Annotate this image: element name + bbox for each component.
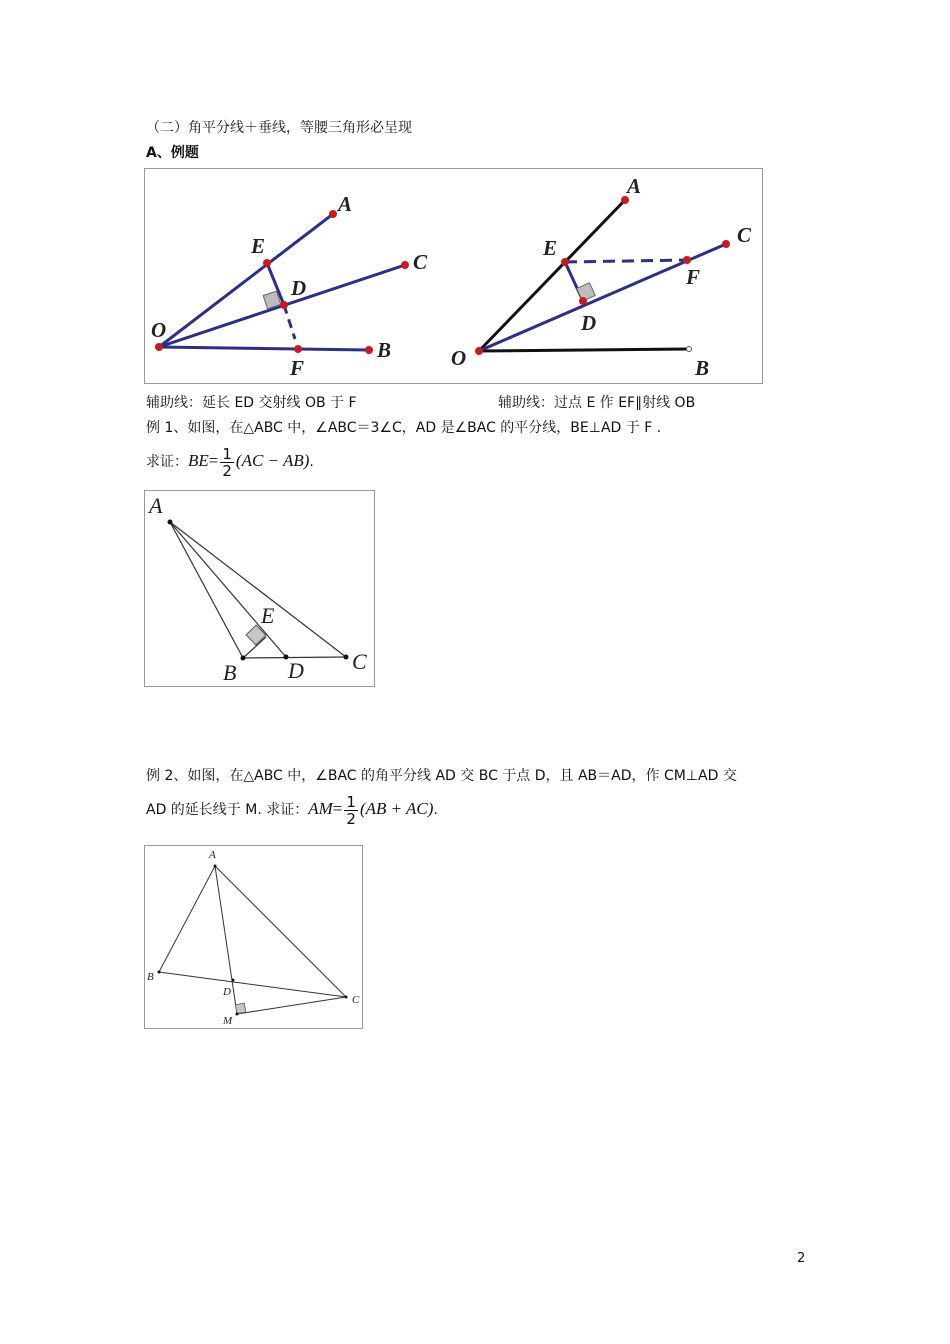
formula2-fraction [344, 794, 358, 827]
point-D-right [579, 297, 587, 305]
figure2-svg [145, 491, 374, 686]
label-E-right: E [543, 236, 558, 260]
point-B-right [687, 347, 692, 352]
section-heading: （二）角平分线＋垂线，等腰三角形必呈现 [146, 120, 412, 136]
side-AC [215, 866, 346, 997]
perpendicular-CM [237, 997, 346, 1014]
point-E-right [561, 258, 569, 266]
label-O-left: O [151, 318, 167, 342]
dashed-DF-left [284, 305, 295, 339]
label-A: A [149, 493, 163, 518]
point-A [214, 865, 217, 868]
label-C-right: C [737, 223, 752, 247]
ray-OA-left [159, 214, 333, 347]
figure-example1-triangle [144, 490, 375, 687]
label-B: B [147, 971, 154, 983]
label-C-left: C [413, 250, 428, 274]
side-AB [170, 522, 243, 658]
label-B: B [223, 660, 237, 685]
label-D-right: D [581, 311, 597, 335]
point-M [236, 1013, 239, 1016]
sub-heading: A、例题 [146, 145, 199, 161]
formula2-rhs: (AB + AC) [359, 799, 434, 818]
formula-period: . [309, 454, 314, 470]
prove-label: 求证： [146, 454, 188, 470]
formula-lhs: BE [188, 451, 209, 470]
ray-OB-right [479, 349, 689, 351]
label-D: D [288, 658, 304, 683]
example2-statement-line2 [146, 790, 438, 830]
formula-fraction [220, 446, 234, 479]
bisector-AD [170, 522, 286, 657]
point-F-right [683, 256, 691, 264]
example2-statement-line1: 例 2、如图，在△ABC 中，∠BAC 的角平分线 AD 交 BC 于点 D，且 AB＝AD，作 CM⊥AD 交 [146, 768, 737, 784]
figure-angle-bisector-perpendicular [144, 168, 763, 384]
label-B-right: B [695, 356, 710, 380]
dashed-EF-right [565, 260, 687, 262]
label-A: A [209, 849, 216, 861]
example1-statement: 例 1、如图，在△ABC 中，∠ABC＝3∠C，AD 是∠BAC 的平分线，BE⊥AD 于 F . [146, 420, 662, 436]
label-F-left: F [290, 356, 305, 380]
point-D-left [280, 301, 288, 309]
formula2-period: . [433, 802, 438, 818]
label-E-left: E [251, 234, 266, 258]
aux-line-right: 辅助线：过点 E 作 EF∥射线 OB [498, 395, 696, 411]
right-angle-mark-M [235, 1003, 245, 1013]
point-C-right [722, 240, 730, 248]
point-F-left [294, 345, 302, 353]
formula-eq: = [208, 451, 219, 470]
page-number: 2 [797, 1251, 806, 1266]
figure-example2-triangle [144, 845, 363, 1029]
label-D-left: D [291, 276, 307, 300]
ray-OB-left [159, 347, 369, 350]
formula2-eq: = [332, 799, 343, 818]
label-D: D [223, 986, 231, 998]
point-B-left [365, 346, 373, 354]
label-C: C [352, 649, 367, 674]
fraction2-numerator: 1 [346, 792, 356, 811]
label-M: M [223, 1015, 233, 1027]
formula2-lhs: AM [308, 799, 333, 818]
label-A-right: A [627, 174, 642, 198]
figure1-svg [145, 169, 762, 383]
side-AB [159, 866, 215, 972]
right-diagram [451, 174, 752, 380]
label-C: C [352, 994, 360, 1006]
point-E-left [263, 259, 271, 267]
point-C-left [401, 261, 409, 269]
point-A-left [329, 210, 337, 218]
fraction-denominator: 2 [222, 461, 232, 480]
label-F-right: F [686, 265, 701, 289]
left-diagram [151, 192, 428, 380]
formula-rhs: (AC − AB) [235, 451, 310, 470]
point-O-left [155, 343, 163, 351]
label-B-left: B [377, 338, 392, 362]
point-B [241, 656, 246, 661]
label-E: E [261, 603, 275, 628]
fraction2-denominator: 2 [346, 809, 356, 828]
side-BC [159, 972, 346, 997]
point-B [158, 971, 161, 974]
example2-intro: AD 的延长线于 M. 求证： [146, 802, 309, 818]
point-C [344, 655, 349, 660]
label-A-left: A [338, 192, 353, 216]
point-C [345, 996, 348, 999]
fraction-numerator: 1 [222, 444, 232, 463]
ray-OA-right [479, 200, 625, 351]
label-O-right: O [451, 346, 467, 370]
point-A [168, 520, 173, 525]
point-O-right [475, 347, 483, 355]
point-D [232, 979, 235, 982]
right-angle-mark-E [246, 625, 266, 645]
example1-prove [146, 443, 314, 481]
aux-line-left: 辅助线：延长 ED 交射线 OB 于 F [146, 395, 357, 411]
figure3-svg [145, 846, 362, 1028]
